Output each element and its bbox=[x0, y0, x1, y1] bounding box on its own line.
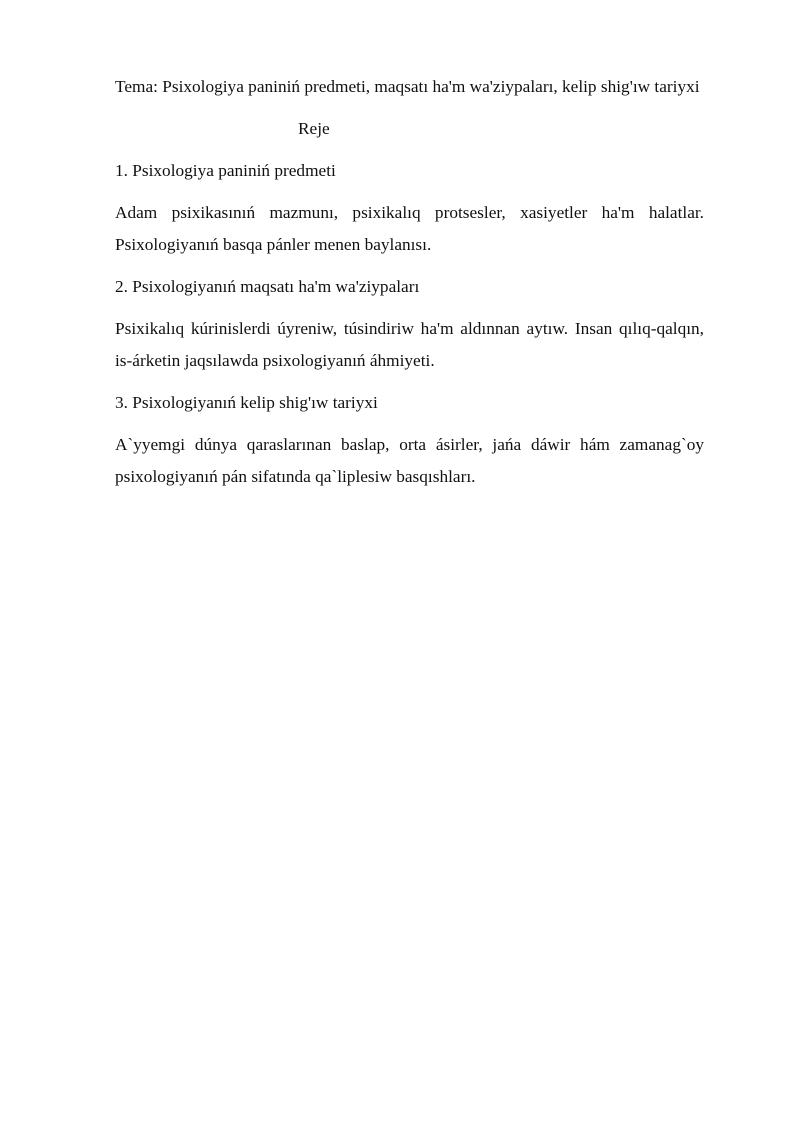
section-heading-3: 3. Psixologiyanıń kelip shig'ıw tariyxi bbox=[115, 393, 378, 412]
document-page bbox=[115, 71, 704, 503]
section-body-1: Adam psixikasınıń mazmunı, psixikalıq protsesler, xasiyetler ha'm halatlar. Psixologiyanıń basqa pánler menen baylanısı. bbox=[115, 203, 704, 254]
plan-title: Reje bbox=[298, 119, 330, 138]
section-heading-1: 1. Psixologiya paniniń predmeti bbox=[115, 161, 336, 180]
topic-title: Tema: Psixologiya paniniń predmeti, maqsatı ha'm wa'ziypaları, kelip shig'ıw tariyxi bbox=[115, 77, 700, 96]
section-heading-2: 2. Psixologiyanıń maqsatı ha'm wa'ziypaları bbox=[115, 277, 420, 296]
section-body-3: A`yyemgi dúnya qaraslarınan baslap, orta ásirler, jańa dáwir hám zamanag`oy psixologiyanıń pán sifatında qa`liplesiw basqıshları. bbox=[115, 435, 704, 486]
section-body-2: Psixikalıq kúrinislerdi úyreniw, túsindiriw ha'm aldınnan aytıw. Insan qılıq-qalqın, is-árketin jaqsılawda psixologiyanıń áhmiyeti. bbox=[115, 319, 704, 370]
